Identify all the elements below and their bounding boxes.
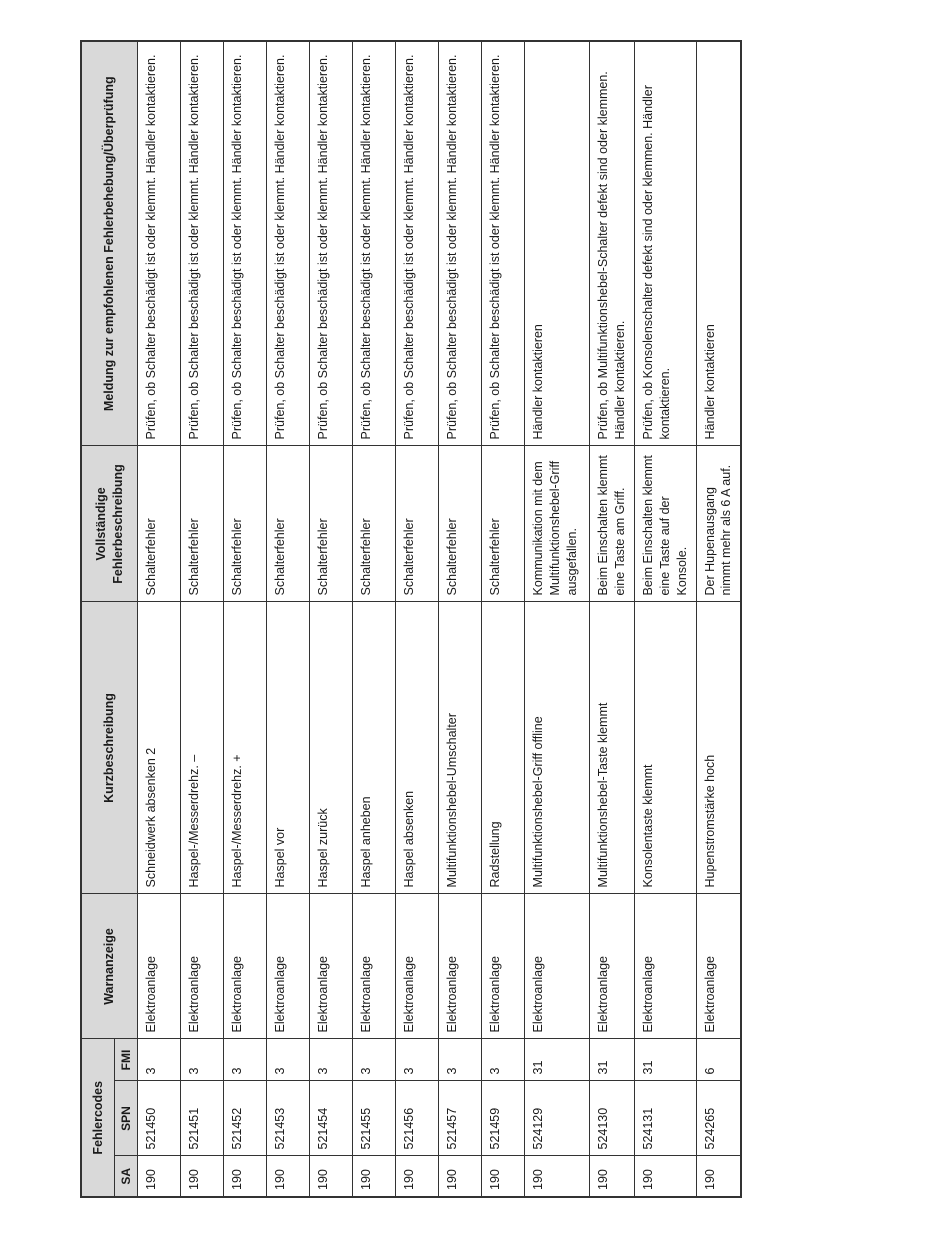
cell-sa: 190 xyxy=(138,1156,181,1197)
cell-spn: 521459 xyxy=(482,1081,525,1156)
cell-warn: Elektroanlage xyxy=(224,894,267,1039)
rotated-page xyxy=(80,42,734,1198)
cell-meldung: Prüfen, ob Schalter beschädigt ist oder klemmt. Händler kontaktieren. xyxy=(310,41,353,446)
cell-spn: 521457 xyxy=(439,1081,482,1156)
cell-meldung: Prüfen, ob Schalter beschädigt ist oder klemmt. Händler kontaktieren. xyxy=(439,41,482,446)
cell-spn: 521454 xyxy=(310,1081,353,1156)
cell-meldung: Prüfen, ob Schalter beschädigt ist oder klemmt. Händler kontaktieren. xyxy=(138,41,181,446)
cell-warn: Elektroanlage xyxy=(590,894,635,1039)
cell-voll: Schalterfehler xyxy=(310,446,353,602)
cell-spn: 521450 xyxy=(138,1081,181,1156)
cell-voll: Schalterfehler xyxy=(181,446,224,602)
cell-warn: Elektroanlage xyxy=(396,894,439,1039)
cell-spn: 521453 xyxy=(267,1081,310,1156)
cell-voll: Der Hupenausgang nimmt mehr als 6 A auf. xyxy=(696,446,741,602)
cell-meldung: Prüfen, ob Schalter beschädigt ist oder klemmt. Händler kontaktieren. xyxy=(267,41,310,446)
cell-warn: Elektroanlage xyxy=(138,894,181,1039)
cell-kurz: Schneidwerk absenken 2 xyxy=(138,602,181,894)
cell-sa: 190 xyxy=(482,1156,525,1197)
cell-fmi: 31 xyxy=(634,1039,696,1081)
table-row xyxy=(590,41,635,1197)
cell-fmi: 31 xyxy=(525,1039,590,1081)
cell-kurz: Haspel-/Messerdrehz. + xyxy=(224,602,267,894)
header-fmi: FMI xyxy=(115,1039,138,1081)
cell-kurz: Radstellung xyxy=(482,602,525,894)
cell-warn: Elektroanlage xyxy=(439,894,482,1039)
fault-code-table xyxy=(80,40,742,1198)
cell-voll: Schalterfehler xyxy=(396,446,439,602)
cell-warn: Elektroanlage xyxy=(482,894,525,1039)
table-row xyxy=(353,41,396,1197)
cell-voll: Schalterfehler xyxy=(439,446,482,602)
cell-warn: Elektroanlage xyxy=(181,894,224,1039)
cell-kurz: Konsolentaste klemmt xyxy=(634,602,696,894)
cell-sa: 190 xyxy=(267,1156,310,1197)
cell-spn: 524265 xyxy=(696,1081,741,1156)
cell-kurz: Multifunktionshebel-Griff offline xyxy=(525,602,590,894)
table-row xyxy=(634,41,696,1197)
cell-spn: 521456 xyxy=(396,1081,439,1156)
cell-spn: 524129 xyxy=(525,1081,590,1156)
cell-warn: Elektroanlage xyxy=(353,894,396,1039)
cell-fmi: 31 xyxy=(590,1039,635,1081)
cell-voll: Schalterfehler xyxy=(353,446,396,602)
cell-voll: Beim Einschalten klemmt eine Taste am Griff. xyxy=(590,446,635,602)
cell-sa: 190 xyxy=(696,1156,741,1197)
cell-meldung: Prüfen, ob Schalter beschädigt ist oder klemmt. Händler kontaktieren. xyxy=(353,41,396,446)
cell-fmi: 3 xyxy=(138,1039,181,1081)
header-warnanzeige: Warnanzeige xyxy=(81,894,138,1039)
cell-meldung: Prüfen, ob Konsolenschalter defekt sind oder klemmen. Händler kontaktieren. xyxy=(634,41,696,446)
header-fehlercodes: Fehlercodes xyxy=(81,1039,115,1197)
cell-voll: Schalterfehler xyxy=(224,446,267,602)
cell-sa: 190 xyxy=(181,1156,224,1197)
cell-meldung: Prüfen, ob Multifunktionshebel-Schalter defekt sind oder klemmen. Händler kontaktieren. xyxy=(590,41,635,446)
cell-sa: 190 xyxy=(396,1156,439,1197)
cell-fmi: 3 xyxy=(396,1039,439,1081)
cell-kurz: Haspel absenken xyxy=(396,602,439,894)
cell-spn: 524131 xyxy=(634,1081,696,1156)
cell-warn: Elektroanlage xyxy=(310,894,353,1039)
cell-sa: 190 xyxy=(224,1156,267,1197)
cell-kurz: Haspel vor xyxy=(267,602,310,894)
table-row xyxy=(439,41,482,1197)
cell-sa: 190 xyxy=(590,1156,635,1197)
cell-kurz: Haspel zurück xyxy=(310,602,353,894)
cell-meldung: Prüfen, ob Schalter beschädigt ist oder klemmt. Händler kontaktieren. xyxy=(181,41,224,446)
cell-meldung: Prüfen, ob Schalter beschädigt ist oder klemmt. Händler kontaktieren. xyxy=(482,41,525,446)
cell-fmi: 3 xyxy=(439,1039,482,1081)
cell-voll: Schalterfehler xyxy=(482,446,525,602)
cell-kurz: Hupenstromstärke hoch xyxy=(696,602,741,894)
cell-spn: 521455 xyxy=(353,1081,396,1156)
cell-fmi: 3 xyxy=(224,1039,267,1081)
cell-meldung: Prüfen, ob Schalter beschädigt ist oder klemmt. Händler kontaktieren. xyxy=(224,41,267,446)
cell-spn: 521451 xyxy=(181,1081,224,1156)
cell-sa: 190 xyxy=(353,1156,396,1197)
cell-sa: 190 xyxy=(525,1156,590,1197)
cell-kurz: Multifunktionshebel-Umschalter xyxy=(439,602,482,894)
table-row xyxy=(224,41,267,1197)
cell-voll: Schalterfehler xyxy=(267,446,310,602)
header-sa: SA xyxy=(115,1156,138,1197)
table-row xyxy=(138,41,181,1197)
cell-meldung: Händler kontaktieren xyxy=(696,41,741,446)
cell-fmi: 3 xyxy=(181,1039,224,1081)
cell-kurz: Haspel anheben xyxy=(353,602,396,894)
header-spn: SPN xyxy=(115,1081,138,1156)
cell-sa: 190 xyxy=(310,1156,353,1197)
table-body xyxy=(138,41,742,1197)
cell-fmi: 3 xyxy=(482,1039,525,1081)
cell-voll: Schalterfehler xyxy=(138,446,181,602)
cell-warn: Elektroanlage xyxy=(696,894,741,1039)
cell-fmi: 6 xyxy=(696,1039,741,1081)
table-row xyxy=(267,41,310,1197)
cell-fmi: 3 xyxy=(310,1039,353,1081)
cell-kurz: Haspel-/Messerdrehz. – xyxy=(181,602,224,894)
table-row xyxy=(396,41,439,1197)
cell-voll: Beim Einschalten klemmt eine Taste auf der Konsole. xyxy=(634,446,696,602)
header-kurzbeschreibung: Kurzbeschreibung xyxy=(81,602,138,894)
cell-meldung: Prüfen, ob Schalter beschädigt ist oder klemmt. Händler kontaktieren. xyxy=(396,41,439,446)
cell-warn: Elektroanlage xyxy=(267,894,310,1039)
table-row xyxy=(525,41,590,1197)
cell-warn: Elektroanlage xyxy=(634,894,696,1039)
table-row xyxy=(482,41,525,1197)
cell-fmi: 3 xyxy=(267,1039,310,1081)
cell-spn: 524130 xyxy=(590,1081,635,1156)
cell-fmi: 3 xyxy=(353,1039,396,1081)
header-vollstaendig: Vollständige Fehlerbeschreibung xyxy=(81,446,138,602)
cell-kurz: Multifunktionshebel-Taste klemmt xyxy=(590,602,635,894)
cell-spn: 521452 xyxy=(224,1081,267,1156)
cell-warn: Elektroanlage xyxy=(525,894,590,1039)
table-row xyxy=(181,41,224,1197)
cell-meldung: Händler kontaktieren xyxy=(525,41,590,446)
cell-voll: Kommunikation mit dem Multifunktionshebel-Griff ausgefallen. xyxy=(525,446,590,602)
header-meldung: Meldung zur empfohlenen Fehlerbehebung/Überprüfung xyxy=(81,41,138,446)
table-row xyxy=(696,41,741,1197)
cell-sa: 190 xyxy=(634,1156,696,1197)
cell-sa: 190 xyxy=(439,1156,482,1197)
table-row xyxy=(310,41,353,1197)
